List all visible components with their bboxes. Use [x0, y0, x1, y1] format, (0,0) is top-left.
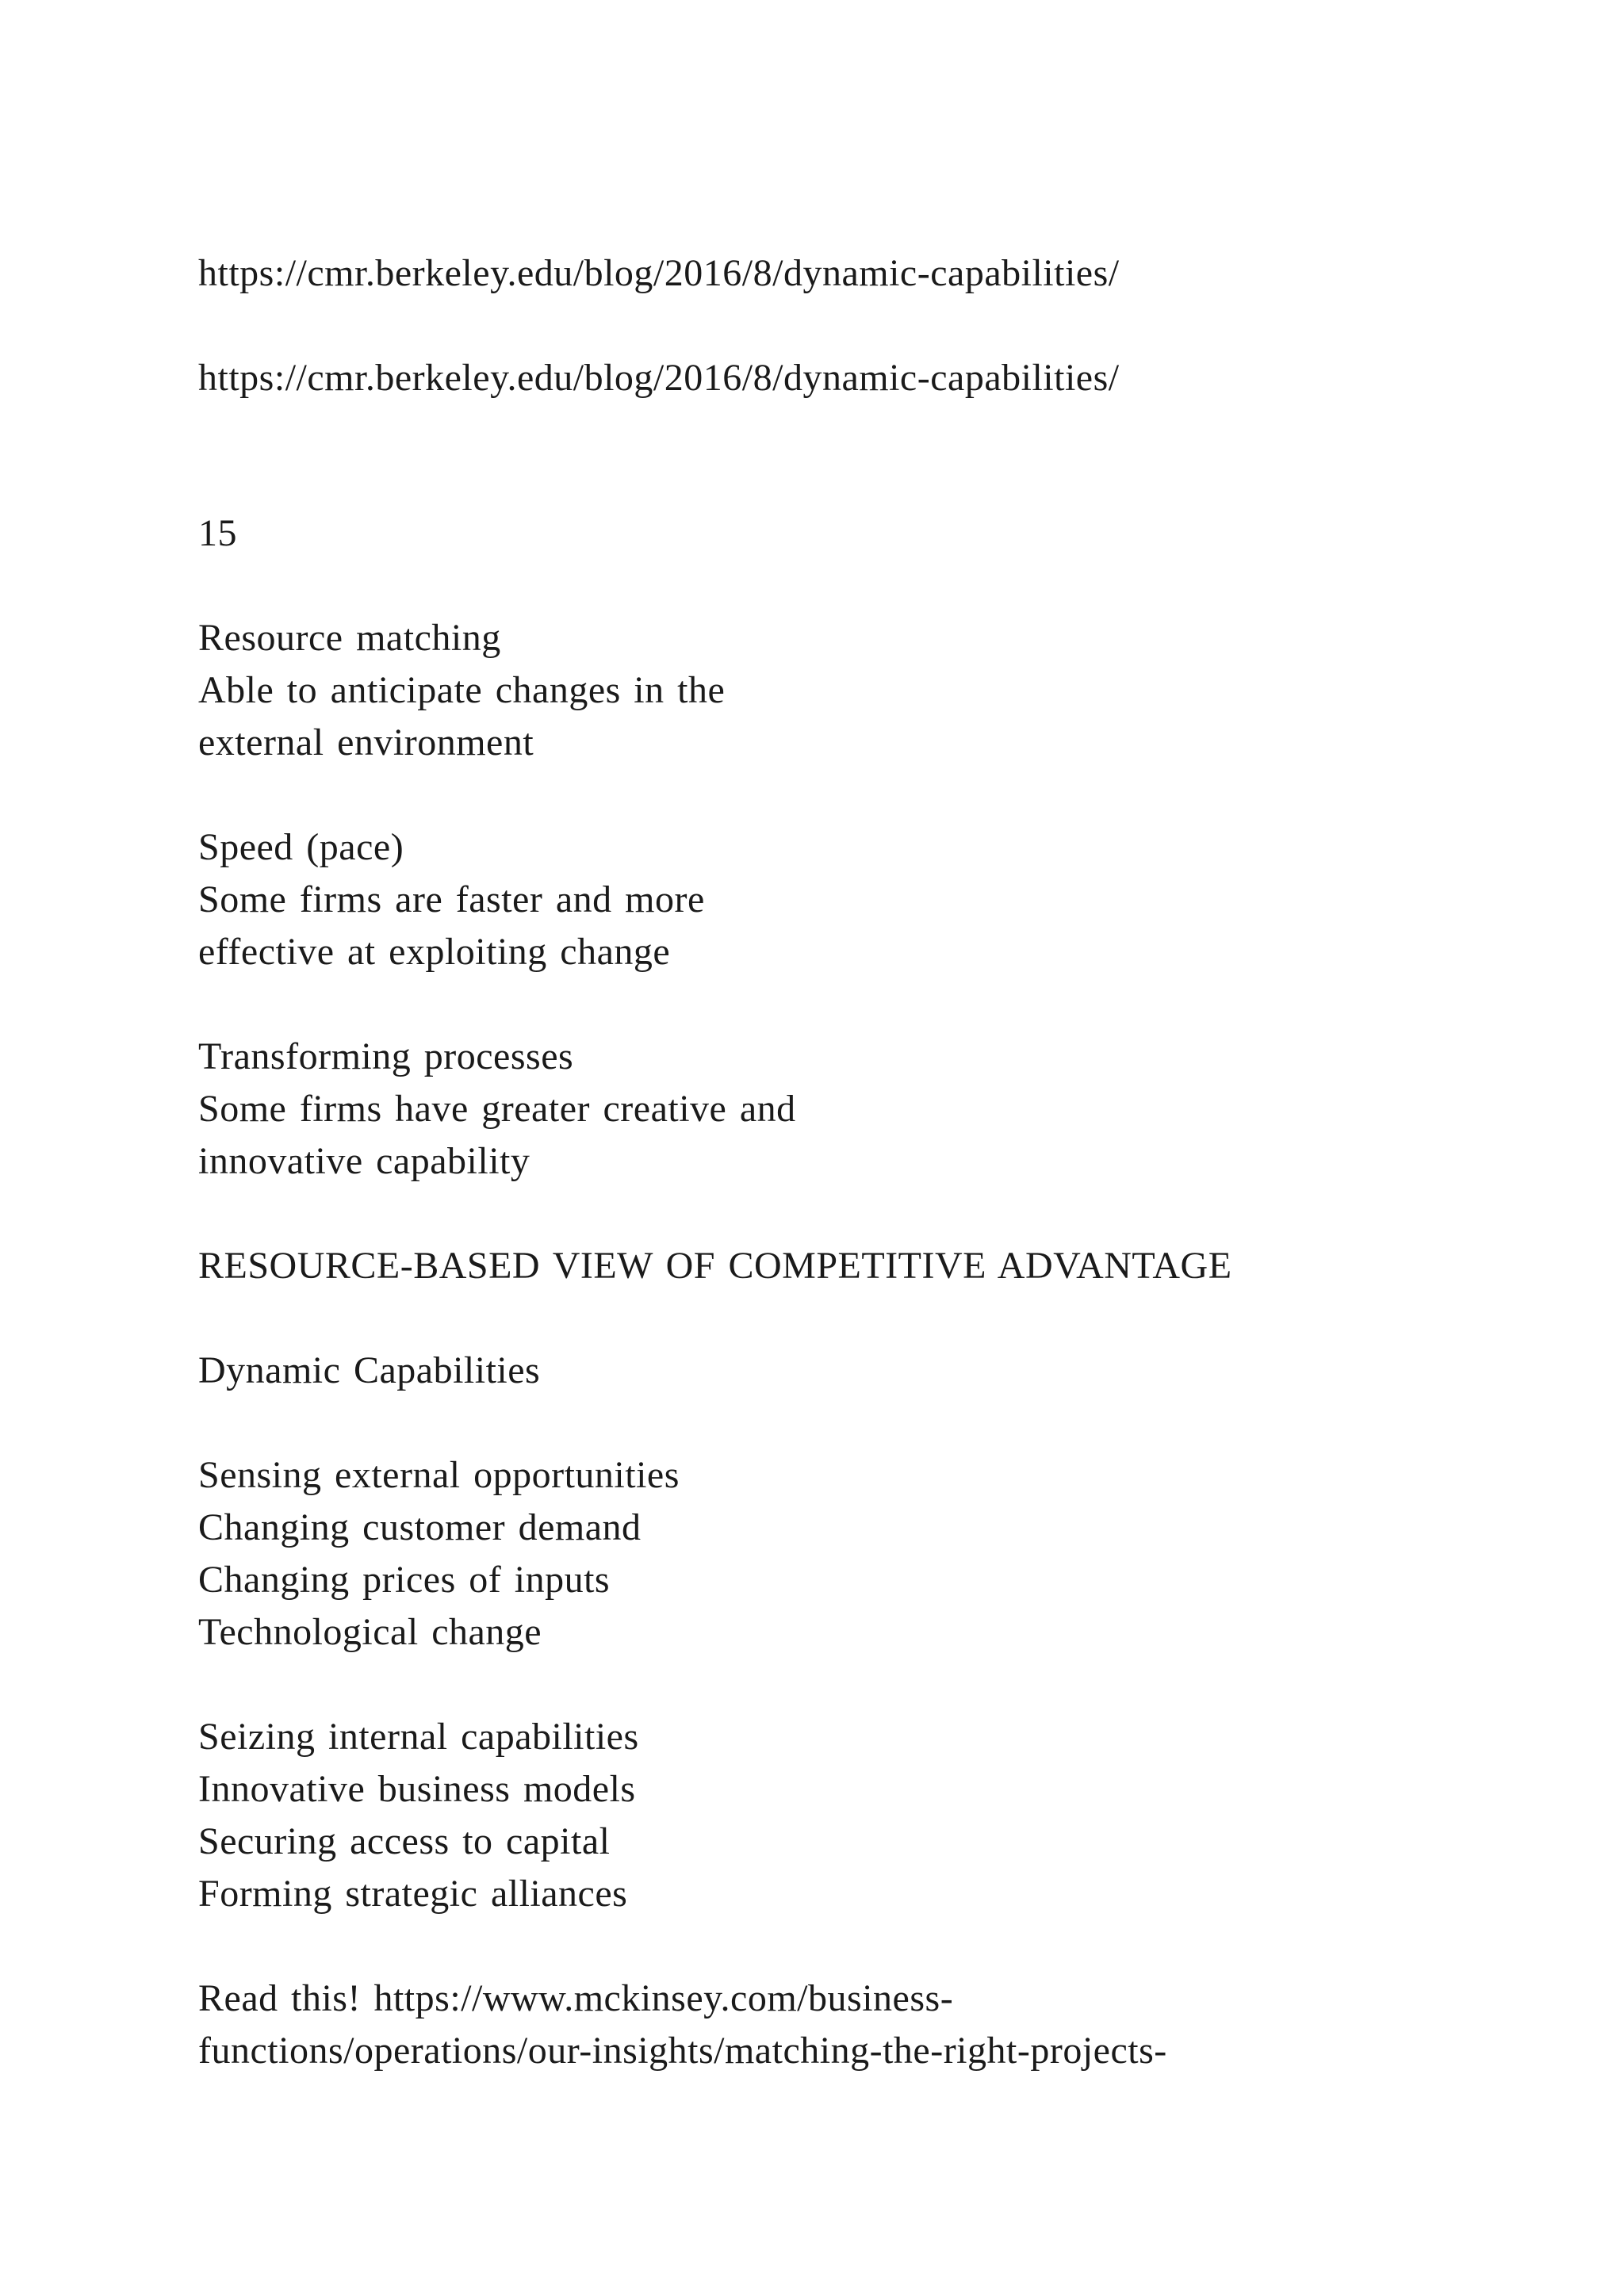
- text-line: Some firms are faster and more: [198, 878, 705, 920]
- text-line: effective at exploiting change: [198, 931, 671, 973]
- list-item: Changing customer demand: [198, 1506, 642, 1548]
- section-title: RESOURCE-BASED VIEW OF COMPETITIVE ADVANTAGE: [198, 1245, 1232, 1287]
- read-this-url-continuation: functions/operations/our-insights/matching-the-right-projects-: [198, 2030, 1167, 2072]
- heading-dynamic-capabilities: Dynamic Capabilities: [198, 1349, 541, 1391]
- reference-url-2: https://cmr.berkeley.edu/blog/2016/8/dynamic-capabilities/: [198, 357, 1120, 399]
- list-item: Innovative business models: [198, 1768, 636, 1810]
- text-line: innovative capability: [198, 1140, 530, 1182]
- list-item: Securing access to capital: [198, 1820, 611, 1862]
- heading-sensing: Sensing external opportunities: [198, 1454, 680, 1496]
- text-line: external environment: [198, 721, 534, 763]
- text-line: Some firms have greater creative and: [198, 1088, 796, 1130]
- list-item: Technological change: [198, 1611, 542, 1653]
- slide-number: 15: [198, 512, 237, 554]
- list-item: Changing prices of inputs: [198, 1559, 611, 1601]
- text-line: Able to anticipate changes in the: [198, 669, 726, 711]
- heading-speed: Speed (pace): [198, 826, 404, 868]
- reference-url-1: https://cmr.berkeley.edu/blog/2016/8/dynamic-capabilities/: [198, 252, 1120, 294]
- read-this-line: Read this! https://www.mckinsey.com/business-: [198, 1977, 954, 2019]
- heading-resource-matching: Resource matching: [198, 617, 501, 659]
- heading-seizing: Seizing internal capabilities: [198, 1716, 639, 1758]
- heading-transforming-processes: Transforming processes: [198, 1035, 574, 1077]
- list-item: Forming strategic alliances: [198, 1873, 628, 1915]
